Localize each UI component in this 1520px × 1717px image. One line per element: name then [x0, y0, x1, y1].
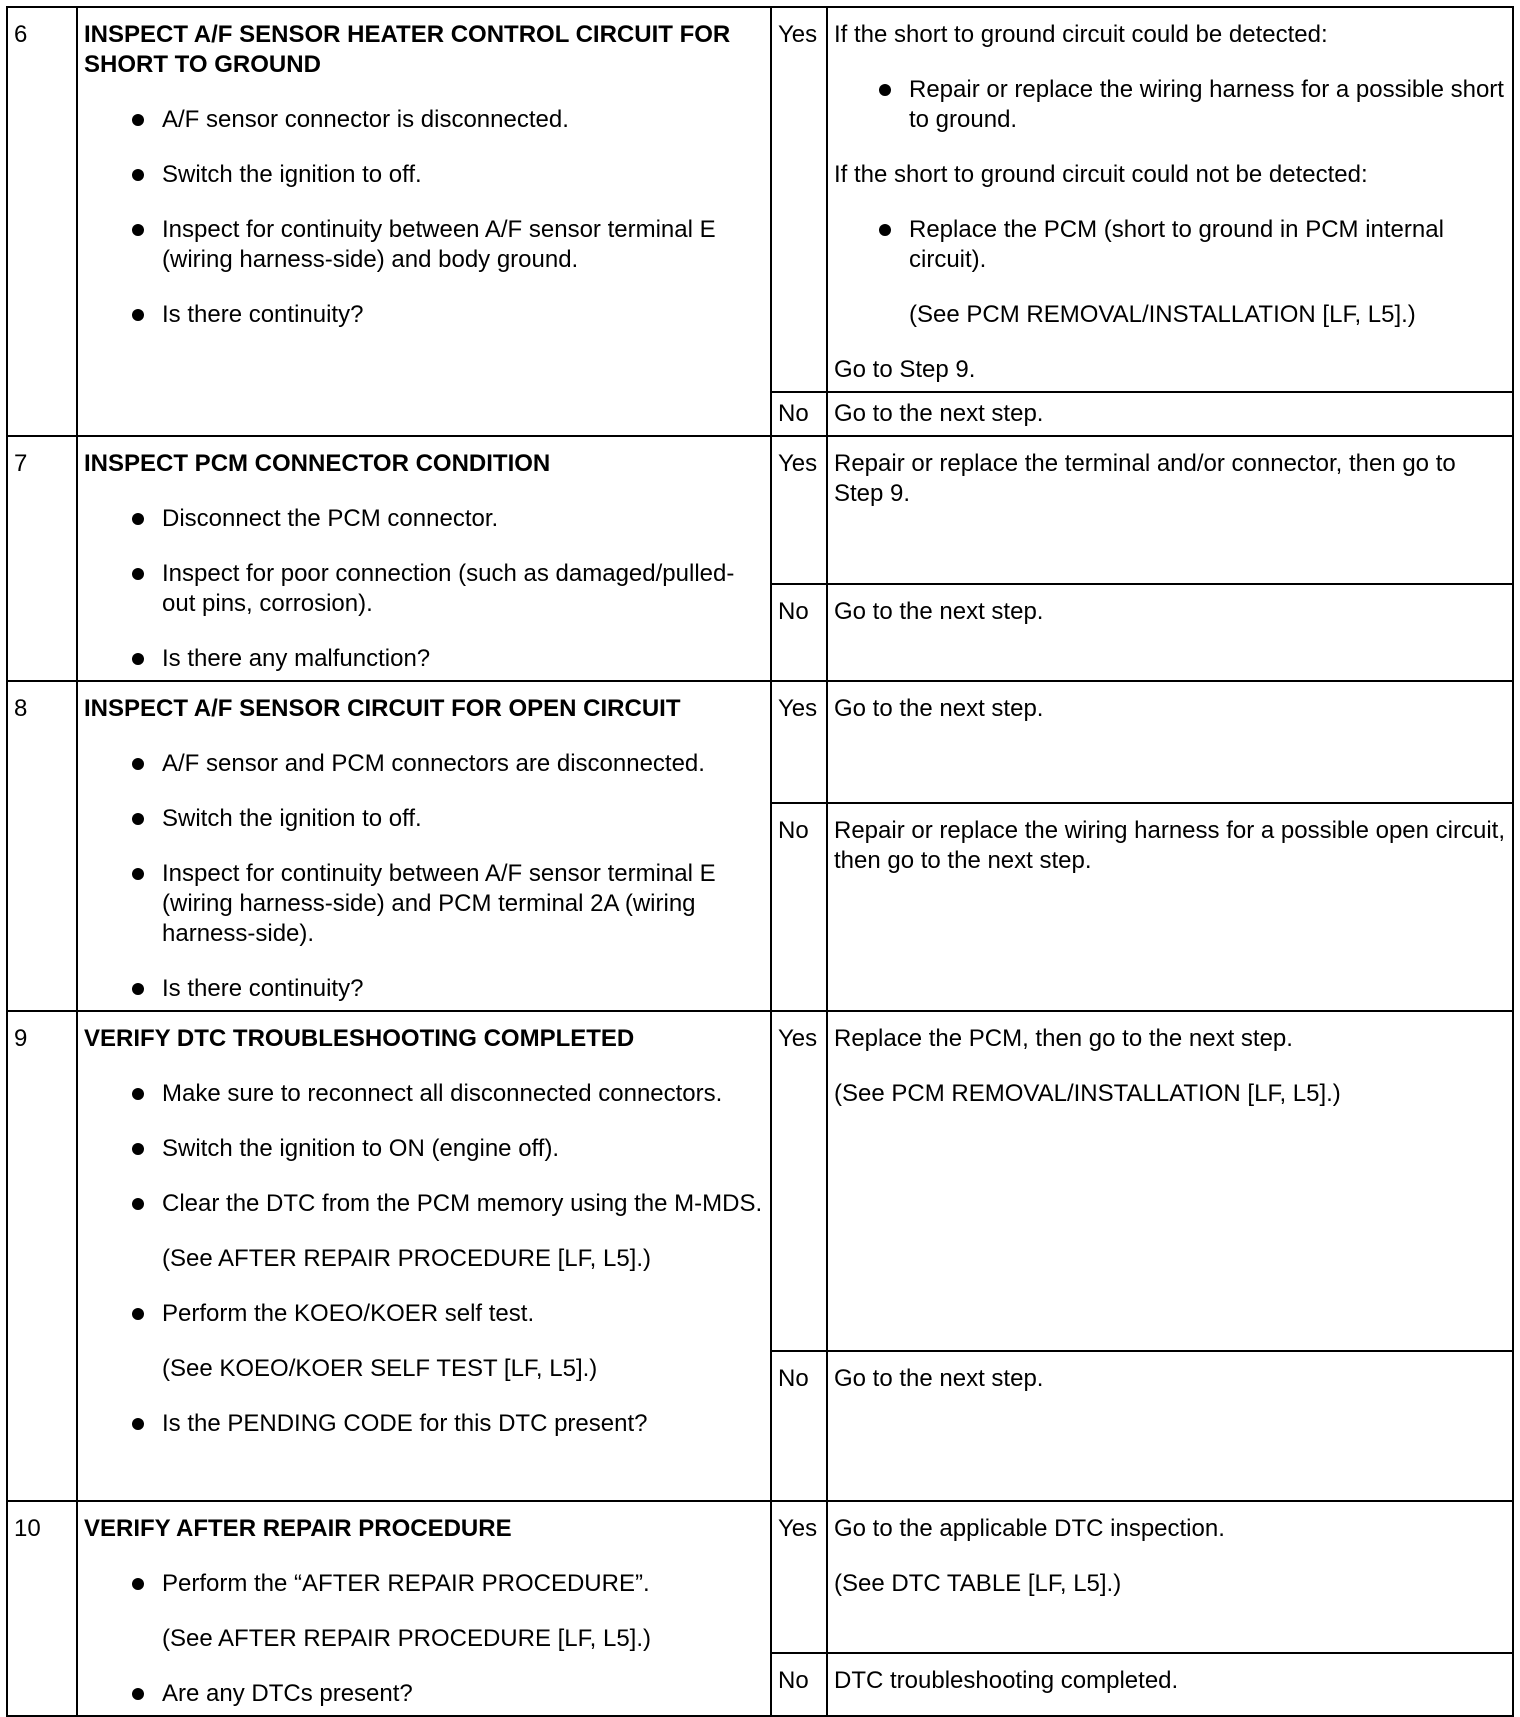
result-item: Replace the PCM (short to ground in PCM internal circuit).: [834, 215, 1506, 275]
action-item: Inspect for continuity between A/F sensor terminal E (wiring harness-side) and PCM terminal 2A (wiring harness-side).: [84, 859, 764, 949]
step-title: INSPECT PCM CONNECTOR CONDITION: [84, 450, 551, 477]
action-item: Are any DTCs present?: [84, 1679, 764, 1709]
action-item: Switch the ignition to off.: [84, 804, 764, 834]
no-label: No: [771, 803, 827, 1011]
result-text: Go to the applicable DTC inspection.: [834, 1515, 1225, 1542]
action-list: [84, 1409, 764, 1439]
result-text: If the short to ground circuit could not be detected:: [834, 161, 1368, 188]
step-action-cell: [77, 1501, 771, 1716]
action-item: A/F sensor and PCM connectors are disconnected.: [84, 749, 764, 779]
result-text: Replace the PCM, then go to the next step.: [834, 1025, 1293, 1052]
step-row-10: [7, 1501, 1513, 1653]
yes-label: Yes: [771, 681, 827, 803]
no-label: No: [771, 1351, 827, 1501]
no-result: Repair or replace the wiring harness for a possible open circuit, then go to the next step.: [827, 803, 1513, 1011]
no-label: No: [771, 392, 827, 436]
action-item: [84, 1189, 764, 1219]
action-item: A/F sensor connector is disconnected.: [84, 105, 764, 135]
step-number: 9: [7, 1011, 77, 1501]
action-text: Clear the DTC from the PCM memory using the M-MDS.: [162, 1190, 763, 1217]
reference-text: (See KOEO/KOER SELF TEST [LF, L5].): [162, 1355, 598, 1382]
result-text: If the short to ground circuit could be detected:: [834, 21, 1328, 48]
yes-result: [827, 7, 1513, 392]
action-item: Inspect for continuity between A/F sensor terminal E (wiring harness-side) and body ground.: [84, 215, 764, 275]
step-number: 8: [7, 681, 77, 1011]
step-number: 6: [7, 7, 77, 436]
reference-text: (See AFTER REPAIR PROCEDURE [LF, L5].): [162, 1245, 652, 1272]
action-item: Switch the ignition to off.: [84, 160, 764, 190]
step-title: VERIFY AFTER REPAIR PROCEDURE: [84, 1515, 512, 1542]
action-list: [84, 105, 764, 330]
yes-label: Yes: [771, 1501, 827, 1653]
action-item: Switch the ignition to ON (engine off).: [84, 1134, 764, 1164]
action-item: Perform the “AFTER REPAIR PROCEDURE”.: [84, 1569, 764, 1599]
action-list: [84, 1679, 764, 1709]
action-item: Is there continuity?: [84, 974, 764, 1004]
action-list: [84, 504, 764, 674]
action-list: [84, 1299, 764, 1329]
step-action-cell: [77, 681, 771, 1011]
no-result: Go to the next step.: [827, 1351, 1513, 1501]
step-number: 7: [7, 436, 77, 681]
step-row-6: [7, 7, 1513, 392]
action-item: Perform the KOEO/KOER self test.: [84, 1299, 764, 1329]
yes-result: [827, 1011, 1513, 1351]
step-row-9: [7, 1011, 1513, 1351]
reference-text: (See PCM REMOVAL/INSTALLATION [LF, L5].): [834, 1080, 1341, 1107]
no-result: Go to the next step.: [827, 392, 1513, 436]
action-item: Make sure to reconnect all disconnected connectors.: [84, 1079, 764, 1109]
action-item: Is there any malfunction?: [84, 644, 764, 674]
result-list: [834, 75, 1506, 135]
result-list: [834, 215, 1506, 275]
action-item: Inspect for poor connection (such as damaged/pulled-out pins, corrosion).: [84, 559, 764, 619]
result-text: Go to Step 9.: [834, 356, 976, 383]
step-title: VERIFY DTC TROUBLESHOOTING COMPLETED: [84, 1025, 635, 1052]
step-title: INSPECT A/F SENSOR HEATER CONTROL CIRCUIT FOR SHORT TO GROUND: [84, 21, 731, 78]
action-list: [84, 1079, 764, 1219]
step-action-cell: [77, 436, 771, 681]
action-item: Is the PENDING CODE for this DTC present?: [84, 1409, 764, 1439]
troubleshooting-table-page: [6, 6, 1514, 1707]
yes-label: Yes: [771, 436, 827, 584]
no-result: DTC troubleshooting completed.: [827, 1653, 1513, 1716]
reference-text: (See AFTER REPAIR PROCEDURE [LF, L5].): [162, 1625, 652, 1652]
yes-result: Repair or replace the terminal and/or connector, then go to Step 9.: [827, 436, 1513, 584]
action-item: Is there continuity?: [84, 300, 764, 330]
step-number: 10: [7, 1501, 77, 1716]
step-row-8: [7, 681, 1513, 803]
reference-text: (See DTC TABLE [LF, L5].): [834, 1570, 1122, 1597]
step-row-7: [7, 436, 1513, 584]
reference-text: (See PCM REMOVAL/INSTALLATION [LF, L5].): [909, 301, 1416, 328]
step-title: INSPECT A/F SENSOR CIRCUIT FOR OPEN CIRCUIT: [84, 695, 681, 722]
step-action-cell: [77, 1011, 771, 1501]
yes-result: [827, 1501, 1513, 1653]
no-label: No: [771, 584, 827, 681]
step-action-cell: [77, 7, 771, 436]
yes-label: Yes: [771, 7, 827, 392]
no-result: Go to the next step.: [827, 584, 1513, 681]
action-item: Disconnect the PCM connector.: [84, 504, 764, 534]
troubleshooting-table: [6, 6, 1514, 1717]
no-label: No: [771, 1653, 827, 1716]
yes-label: Yes: [771, 1011, 827, 1351]
action-list: [84, 749, 764, 1004]
yes-result: Go to the next step.: [827, 681, 1513, 803]
result-item: Repair or replace the wiring harness for a possible short to ground.: [834, 75, 1506, 135]
action-list: [84, 1569, 764, 1599]
